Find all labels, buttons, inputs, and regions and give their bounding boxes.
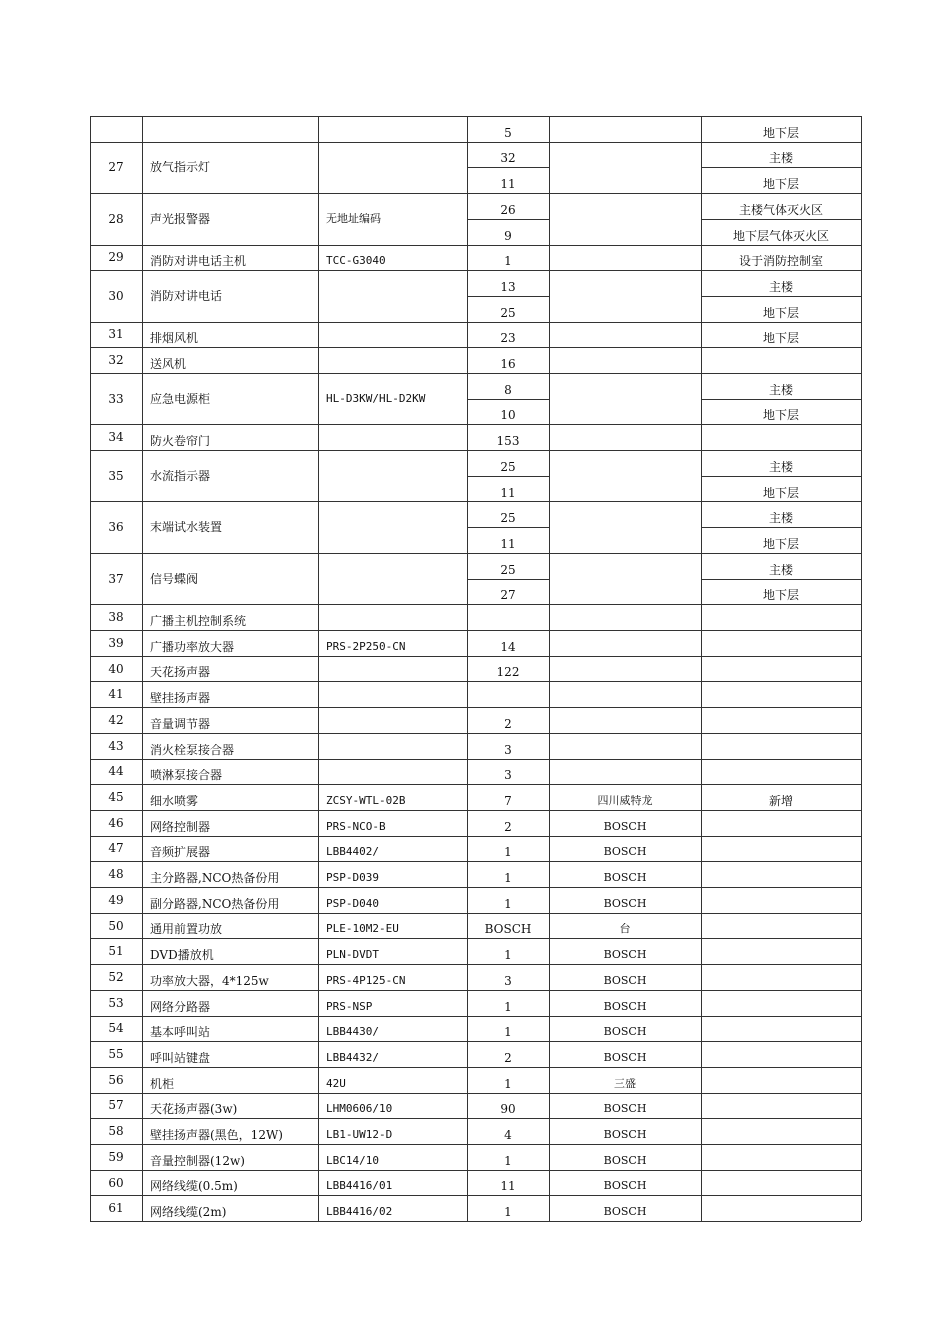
item-remark: 地下层 (762, 332, 799, 346)
row-number: 47 (108, 842, 124, 856)
item-name: 功率放大器，4*125w (150, 974, 269, 988)
item-remark (701, 1180, 861, 1194)
item-model: PLN-DVDT (326, 949, 379, 962)
item-brand: 四川威特龙 (597, 794, 653, 807)
item-brand: BOSCH (603, 897, 647, 910)
table-column-border (142, 116, 143, 1221)
item-brand: BOSCH (603, 1129, 647, 1141)
item-remark (701, 1155, 861, 1169)
item-remark: 地下层 (762, 306, 799, 320)
item-remark (701, 821, 861, 835)
row-number: 39 (108, 636, 124, 650)
item-remark: 主楼 (768, 460, 793, 474)
item-remark (701, 846, 861, 860)
item-name: 喷淋泵接合器 (150, 769, 223, 783)
row-number: 29 (108, 251, 124, 265)
table-row-border (467, 167, 549, 168)
item-name: 天花扬声器 (150, 666, 211, 680)
table-row-border (467, 527, 549, 528)
item-remark: 主楼 (768, 383, 793, 397)
table-row-border (90, 1041, 861, 1042)
item-name: 壁挂扬声器 (150, 692, 211, 706)
item-brand (549, 744, 701, 758)
item-remark: 设于消防控制室 (738, 255, 823, 269)
table-row-border (90, 1144, 861, 1145)
item-name: 细水喷雾 (150, 794, 199, 808)
item-quantity: 3 (504, 769, 512, 783)
item-name: 消防对讲电话 (150, 289, 223, 303)
item-model (318, 435, 467, 449)
item-brand (549, 230, 701, 244)
row-number: 46 (108, 816, 124, 830)
item-brand: BOSCH (603, 1051, 647, 1064)
item-quantity (467, 615, 549, 629)
item-remark: 地下层气体灭火区 (732, 229, 829, 243)
row-number: 38 (108, 611, 124, 625)
equipment-table (90, 116, 861, 1221)
item-quantity: 1 (504, 846, 512, 860)
item-remark (701, 949, 861, 963)
row-number: 27 (108, 161, 124, 175)
table-row-border (90, 424, 861, 425)
item-quantity: 1 (504, 255, 512, 269)
item-model (318, 290, 467, 304)
row-number: 30 (108, 289, 124, 303)
table-row-border (90, 681, 861, 682)
item-model (318, 769, 467, 783)
table-row-border (90, 836, 861, 837)
item-brand: 台 (619, 923, 631, 936)
item-remark: 主楼 (768, 563, 793, 577)
item-model: PLE-10M2-EU (326, 923, 399, 936)
table-row-border (90, 116, 861, 117)
item-model (318, 470, 467, 484)
item-brand: BOSCH (603, 1026, 647, 1039)
item-model: PSP-D040 (326, 897, 379, 910)
item-model: LHM0606/10 (326, 1103, 393, 1116)
table-row-border (467, 399, 549, 400)
item-name: 主分路器,NCO热备份用 (150, 872, 280, 885)
item-brand (549, 332, 701, 346)
item-name: 送风机 (150, 358, 187, 371)
item-remark: 地下层 (762, 126, 799, 140)
table-row-border (90, 938, 861, 939)
item-name: 音量调节器 (150, 717, 211, 731)
item-remark (701, 872, 861, 886)
item-model: LBC14/10 (326, 1154, 379, 1167)
table-row-border (90, 887, 861, 888)
item-name: 天花扬声器(3w) (150, 1103, 238, 1117)
row-number: 53 (108, 996, 124, 1010)
item-name: 音频扩展器 (150, 846, 211, 860)
item-remark: 地下层 (762, 178, 799, 192)
item-model: PRS-2P250-CN (326, 640, 406, 653)
item-model: PRS-NSP (326, 1000, 373, 1013)
item-remark: 地下层 (762, 409, 799, 423)
item-brand (549, 255, 701, 269)
item-model: HL-D3KW/HL-D2KW (326, 392, 426, 405)
item-remark: 主楼 (768, 512, 793, 526)
item-quantity: 1 (504, 949, 512, 963)
item-brand (549, 666, 701, 680)
table-row-border (90, 861, 861, 862)
item-quantity: 1 (504, 1154, 512, 1168)
item-brand: BOSCH (603, 1154, 647, 1167)
table-row-border (90, 604, 861, 605)
item-model: PRS-NCO-B (326, 820, 386, 833)
item-quantity: 25 (500, 563, 516, 577)
item-name: 通用前置功放 (150, 923, 223, 937)
item-brand: BOSCH (603, 820, 647, 833)
table-row-border (90, 656, 861, 657)
item-name: 防火卷帘门 (150, 435, 211, 449)
item-brand (549, 307, 701, 321)
item-quantity: 7 (504, 794, 512, 808)
item-name: 网络控制器 (150, 820, 211, 834)
item-name: 机柜 (150, 1077, 175, 1091)
table-column-border (549, 116, 550, 1221)
item-model (318, 744, 467, 758)
item-quantity: 1 (504, 1206, 512, 1220)
item-quantity: 10 (500, 409, 516, 423)
row-number: 50 (108, 919, 124, 933)
item-remark (701, 435, 861, 449)
item-quantity: 2 (504, 820, 512, 834)
table-row-border (90, 450, 861, 451)
item-model (318, 521, 467, 535)
item-remark: 地下层 (762, 537, 799, 551)
item-model (318, 127, 467, 141)
item-remark: 主楼 (768, 280, 793, 294)
item-quantity: 25 (500, 460, 516, 474)
row-number (90, 123, 142, 137)
item-name: 消防对讲电话主机 (150, 255, 247, 269)
item-remark (701, 718, 861, 732)
item-model (318, 718, 467, 732)
item-quantity: BOSCH (484, 923, 532, 937)
item-brand: BOSCH (603, 1180, 647, 1193)
table-row-border (90, 990, 861, 991)
item-quantity: 9 (504, 229, 512, 243)
item-quantity: 16 (500, 358, 516, 371)
item-brand (549, 409, 701, 423)
item-quantity: 11 (500, 486, 516, 500)
item-quantity: 122 (496, 666, 520, 680)
item-name: 放气指示灯 (150, 161, 211, 175)
row-number: 36 (108, 521, 124, 535)
item-brand (549, 692, 701, 706)
item-name: 水流指示器 (150, 469, 211, 483)
item-quantity: 27 (500, 589, 516, 603)
item-name: 声光报警器 (150, 212, 211, 226)
table-row-border (467, 579, 549, 580)
item-brand: BOSCH (603, 1103, 647, 1116)
item-brand: BOSCH (603, 949, 647, 962)
item-name (142, 127, 318, 141)
item-brand (549, 589, 701, 603)
item-quantity: 3 (504, 974, 512, 988)
item-model: LBB4416/02 (326, 1206, 393, 1219)
item-name: 信号蝶阀 (150, 572, 199, 586)
item-name: 网络线缆(2m) (150, 1206, 227, 1220)
item-remark (701, 744, 861, 758)
item-remark (701, 1129, 861, 1143)
table-row-border (701, 527, 861, 528)
table-row-border (701, 399, 861, 400)
item-name: 应急电源柜 (150, 392, 211, 406)
table-column-border (318, 116, 319, 1221)
row-number: 54 (108, 1022, 124, 1036)
table-row-border (90, 373, 861, 374)
item-brand (549, 178, 701, 192)
item-remark: 主楼 (768, 152, 793, 166)
item-brand: BOSCH (603, 872, 647, 884)
table-row-border (90, 1016, 861, 1017)
row-number: 28 (108, 212, 124, 226)
item-name: 网络线缆(0.5m) (150, 1180, 238, 1194)
item-model: LBB4402/ (326, 846, 379, 859)
row-number: 35 (108, 469, 124, 483)
table-row-border (467, 296, 549, 297)
item-remark: 新增 (768, 794, 793, 808)
row-number: 61 (108, 1202, 124, 1216)
table-row-border (90, 270, 861, 271)
item-quantity: 153 (496, 435, 520, 449)
table-row-border (90, 1170, 861, 1171)
item-name: 壁挂扬声器(黑色，12W) (150, 1129, 283, 1142)
item-model: 无地址编码 (326, 212, 381, 225)
item-name: 音量控制器(12w) (150, 1154, 245, 1168)
row-number: 43 (108, 739, 124, 753)
item-brand (549, 538, 701, 552)
item-name: 呼叫站键盘 (150, 1051, 211, 1065)
item-name: 广播主机控制系统 (150, 615, 247, 628)
item-name: 消火栓泵接合器 (150, 743, 235, 757)
item-quantity: 11 (500, 178, 516, 192)
row-number: 60 (108, 1176, 124, 1190)
item-quantity: 32 (500, 152, 516, 166)
item-brand (549, 769, 701, 783)
item-model (318, 573, 467, 587)
item-model: PRS-4P125-CN (326, 974, 406, 987)
item-model (318, 666, 467, 680)
item-brand: BOSCH (603, 1000, 647, 1013)
row-number: 37 (108, 572, 124, 586)
table-row-border (90, 347, 861, 348)
item-remark (701, 641, 861, 655)
table-row-border (90, 322, 861, 323)
table-row-border (90, 913, 861, 914)
item-remark (701, 1026, 861, 1040)
row-number: 33 (108, 392, 124, 406)
row-number: 51 (108, 945, 124, 959)
item-model: 42U (326, 1077, 346, 1090)
table-row-border (90, 142, 861, 143)
item-model (318, 692, 467, 706)
table-row-border (90, 1195, 861, 1196)
item-model: LBB4430/ (326, 1026, 379, 1039)
item-brand (549, 718, 701, 732)
item-remark (701, 1206, 861, 1220)
item-quantity: 8 (504, 383, 512, 397)
item-remark (701, 975, 861, 989)
table-row-border (701, 579, 861, 580)
table-column-border (90, 116, 91, 1221)
item-quantity: 2 (504, 717, 512, 731)
table-row-border (90, 501, 861, 502)
item-brand: BOSCH (603, 846, 647, 859)
table-row-border (90, 1093, 861, 1094)
table-row-border (90, 784, 861, 785)
item-brand (549, 641, 701, 655)
item-brand (549, 615, 701, 629)
item-quantity: 11 (500, 537, 516, 551)
row-number: 52 (108, 970, 124, 984)
table-row-border (90, 553, 861, 554)
table-row-border (90, 1118, 861, 1119)
equipment-table-page (90, 116, 861, 1221)
row-number: 41 (108, 688, 124, 702)
item-quantity: 26 (500, 203, 516, 217)
row-number: 45 (108, 791, 124, 805)
item-model: LBB4416/01 (326, 1180, 393, 1193)
item-quantity: 23 (500, 332, 516, 346)
item-model (318, 332, 467, 346)
item-name: 排烟风机 (150, 332, 199, 346)
item-remark (701, 666, 861, 680)
item-quantity: 1 (504, 1000, 512, 1014)
item-model (318, 161, 467, 175)
table-row-border (467, 476, 549, 477)
table-row-border (90, 759, 861, 760)
item-remark: 地下层 (762, 589, 799, 603)
row-number: 40 (108, 662, 124, 676)
item-quantity: 1 (504, 872, 512, 885)
item-quantity: 3 (504, 743, 512, 757)
item-model: TCC-G3040 (326, 255, 386, 268)
item-quantity: 25 (500, 306, 516, 320)
table-column-border (467, 116, 468, 1221)
item-brand (549, 358, 701, 372)
row-number: 42 (108, 713, 124, 727)
row-number: 48 (108, 868, 124, 882)
item-quantity: 11 (500, 1180, 516, 1194)
table-row-border (90, 733, 861, 734)
row-number: 55 (108, 1048, 124, 1062)
item-quantity: 25 (500, 512, 516, 526)
table-row-border (90, 245, 861, 246)
item-quantity: 1 (504, 897, 512, 911)
item-quantity (467, 692, 549, 706)
item-name: 广播功率放大器 (150, 640, 235, 654)
item-model: LBB4432/ (326, 1051, 379, 1064)
item-remark (701, 358, 861, 372)
table-row-border (90, 630, 861, 631)
table-row-border (90, 810, 861, 811)
table-row-border (90, 964, 861, 965)
item-quantity: 1 (504, 1026, 512, 1040)
table-row-border (90, 707, 861, 708)
item-remark (701, 769, 861, 783)
table-row-border (467, 219, 549, 220)
item-name: 基本呼叫站 (150, 1026, 211, 1040)
row-number: 32 (108, 354, 124, 368)
item-remark: 主楼气体灭火区 (738, 203, 823, 217)
table-row-border (701, 219, 861, 220)
item-remark (701, 1001, 861, 1015)
item-name: 末端试水装置 (150, 521, 223, 535)
item-remark (701, 923, 861, 937)
item-brand: 三盛 (614, 1077, 636, 1090)
item-remark (701, 1078, 861, 1092)
item-quantity: 1 (504, 1077, 512, 1091)
item-brand: BOSCH (603, 974, 647, 987)
item-quantity: 2 (504, 1051, 512, 1065)
item-model: ZCSY-WTL-02B (326, 794, 406, 807)
item-quantity: 14 (500, 640, 516, 654)
item-remark (701, 1052, 861, 1066)
item-model (318, 358, 467, 372)
table-row-border (90, 1221, 861, 1222)
table-row-border (701, 296, 861, 297)
item-quantity: 4 (504, 1129, 512, 1142)
item-name: 网络分路器 (150, 1000, 211, 1014)
item-remark (701, 898, 861, 912)
item-remark (701, 615, 861, 629)
table-column-border (701, 116, 702, 1221)
item-remark (701, 692, 861, 706)
item-remark: 地下层 (762, 486, 799, 500)
item-name: 副分路器,NCO热备份用 (150, 897, 280, 911)
row-number: 34 (108, 431, 124, 445)
item-model: PSP-D039 (326, 872, 379, 884)
row-number: 57 (108, 1099, 124, 1113)
table-column-border (861, 116, 862, 1221)
table-row-border (90, 1067, 861, 1068)
item-brand (549, 127, 701, 141)
table-row-border (701, 167, 861, 168)
row-number: 56 (108, 1073, 124, 1087)
item-name: DVD播放机 (150, 949, 214, 963)
item-brand (549, 435, 701, 449)
item-quantity: 90 (500, 1103, 516, 1117)
table-row-border (90, 193, 861, 194)
item-remark (701, 1103, 861, 1117)
row-number: 59 (108, 1150, 124, 1164)
table-row-border (701, 476, 861, 477)
item-quantity: 13 (500, 280, 516, 294)
item-brand (549, 487, 701, 501)
row-number: 49 (108, 893, 124, 907)
item-model (318, 615, 467, 629)
row-number: 31 (108, 328, 124, 342)
row-number: 44 (108, 765, 124, 779)
item-quantity: 5 (504, 126, 512, 140)
row-number: 58 (108, 1125, 124, 1139)
item-model: LB1-UW12-D (326, 1129, 393, 1141)
item-brand: BOSCH (603, 1206, 647, 1219)
